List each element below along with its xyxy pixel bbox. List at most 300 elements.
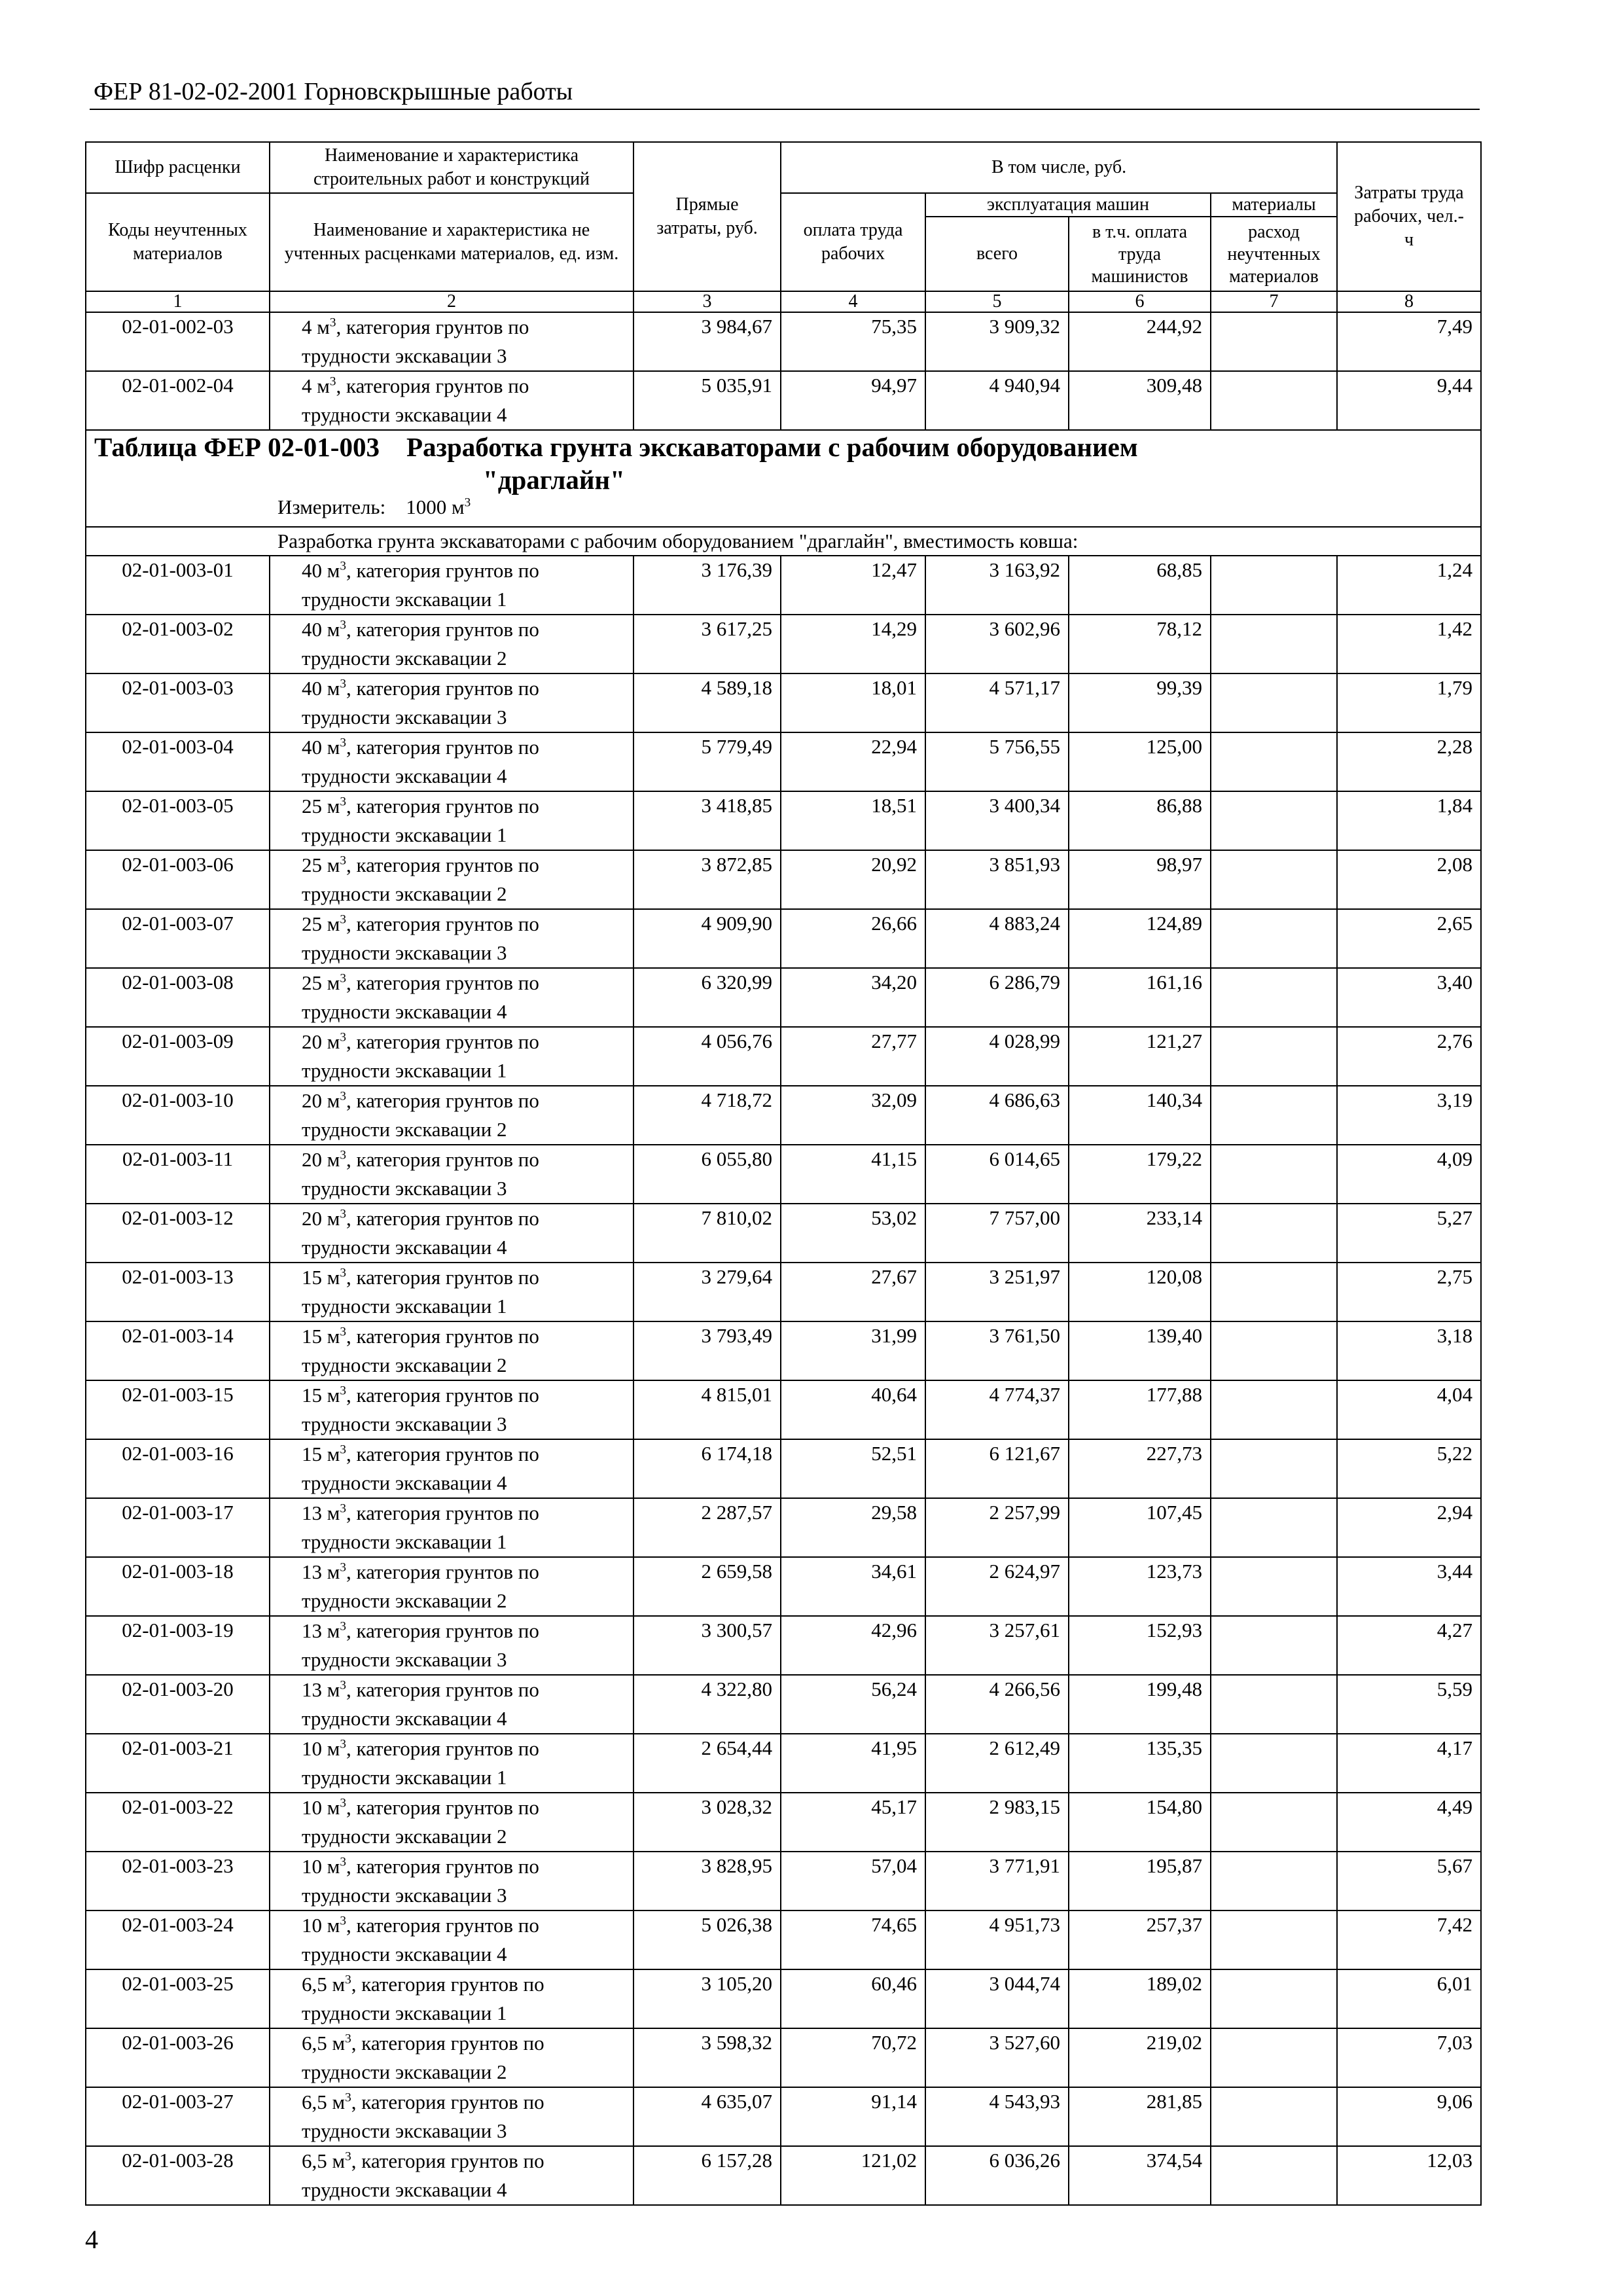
direct-costs: 4 056,76	[633, 1027, 781, 1086]
labor-costs: 9,06	[1337, 2087, 1481, 2146]
rate-code: 02-01-003-23	[86, 1852, 270, 1910]
page-number: 4	[85, 2225, 98, 2254]
operator-pay: 68,85	[1069, 556, 1211, 615]
volume-sup: 3	[340, 1443, 346, 1457]
material-usage	[1211, 1910, 1337, 1969]
operator-pay: 135,35	[1069, 1734, 1211, 1793]
volume-sup: 3	[340, 1501, 346, 1516]
work-description	[270, 2146, 633, 2205]
volume-sup: 3	[340, 1207, 346, 1221]
operator-pay: 179,22	[1069, 1145, 1211, 1204]
table-row	[86, 1557, 1481, 1616]
material-usage	[1211, 312, 1337, 371]
worker-pay: 20,92	[781, 850, 925, 909]
rate-code: 02-01-003-28	[86, 2146, 270, 2205]
rate-code: 02-01-003-12	[86, 1204, 270, 1263]
rate-code: 02-01-003-06	[86, 850, 270, 909]
material-usage	[1211, 1498, 1337, 1557]
work-description	[270, 371, 633, 430]
material-usage	[1211, 1969, 1337, 2028]
volume-sup: 3	[340, 795, 346, 809]
bucket-volume: 13 м	[302, 1560, 340, 1583]
header-labor-costs: Затраты труда рабочих, чел.-ч	[1337, 142, 1481, 291]
table-row	[86, 791, 1481, 850]
column-number: 8	[1337, 291, 1481, 312]
work-description	[270, 1204, 633, 1263]
description-rest: , категория грунтов по	[346, 1855, 539, 1878]
volume-sup: 3	[340, 1678, 346, 1693]
bucket-volume: 10 м	[302, 1914, 340, 1937]
operator-pay: 199,48	[1069, 1675, 1211, 1734]
labor-costs: 2,76	[1337, 1027, 1481, 1086]
machine-total: 4 951,73	[925, 1910, 1069, 1969]
material-usage	[1211, 791, 1337, 850]
description-rest: , категория грунтов по	[346, 853, 539, 876]
work-description	[270, 1263, 633, 1321]
bucket-volume: 15 м	[302, 1443, 340, 1465]
operator-pay: 281,85	[1069, 2087, 1211, 2146]
operator-pay: 244,92	[1069, 312, 1211, 371]
work-description	[270, 2028, 633, 2087]
header-row-1	[86, 142, 1481, 193]
table-row	[86, 732, 1481, 791]
labor-costs: 4,09	[1337, 1145, 1481, 1204]
material-usage	[1211, 1852, 1337, 1910]
labor-costs: 9,44	[1337, 371, 1481, 430]
bucket-volume: 25 м	[302, 971, 340, 994]
description-rest: , категория грунтов по	[346, 618, 539, 641]
labor-costs: 2,08	[1337, 850, 1481, 909]
table-row	[86, 1793, 1481, 1852]
volume-sup: 3	[340, 1796, 346, 1810]
volume-sup: 3	[340, 1384, 346, 1398]
volume-sup: 3	[345, 2032, 351, 2046]
worker-pay: 52,51	[781, 1439, 925, 1498]
direct-costs: 4 635,07	[633, 2087, 781, 2146]
labor-costs: 4,04	[1337, 1380, 1481, 1439]
machine-total: 6 014,65	[925, 1145, 1069, 1204]
direct-costs: 3 984,67	[633, 312, 781, 371]
machine-total: 4 028,99	[925, 1027, 1069, 1086]
work-description	[270, 968, 633, 1027]
direct-costs: 4 718,72	[633, 1086, 781, 1145]
machine-total: 4 940,94	[925, 371, 1069, 430]
work-description	[270, 1675, 633, 1734]
material-usage	[1211, 968, 1337, 1027]
bucket-volume: 20 м	[302, 1089, 340, 1112]
bucket-volume: 6,5 м	[302, 2032, 346, 2054]
volume-sup: 3	[329, 315, 336, 330]
labor-costs: 2,75	[1337, 1263, 1481, 1321]
rate-code: 02-01-003-08	[86, 968, 270, 1027]
bucket-volume: 40 м	[302, 677, 340, 700]
volume-sup: 3	[340, 1560, 346, 1575]
machine-total: 3 257,61	[925, 1616, 1069, 1675]
volume-sup: 3	[340, 1737, 346, 1751]
machine-total: 3 761,50	[925, 1321, 1069, 1380]
worker-pay: 18,51	[781, 791, 925, 850]
header-including: В том числе, руб.	[781, 142, 1337, 193]
table-row	[86, 2028, 1481, 2087]
volume-sup: 3	[340, 1325, 346, 1339]
bucket-volume: 10 м	[302, 1796, 340, 1819]
machine-total: 3 771,91	[925, 1852, 1069, 1910]
description-rest: , категория грунтов по	[351, 2032, 544, 2054]
machine-total: 4 883,24	[925, 909, 1069, 968]
rate-code: 02-01-003-16	[86, 1439, 270, 1498]
table-row	[86, 1380, 1481, 1439]
description-rest: , категория грунтов по	[346, 1560, 539, 1583]
volume-sup: 3	[340, 971, 346, 986]
machine-total: 3 400,34	[925, 791, 1069, 850]
operator-pay: 189,02	[1069, 1969, 1211, 2028]
operator-pay: 309,48	[1069, 371, 1211, 430]
worker-pay: 57,04	[781, 1852, 925, 1910]
labor-costs: 5,27	[1337, 1204, 1481, 1263]
work-description	[270, 1910, 633, 1969]
work-description	[270, 1969, 633, 2028]
description-line2: трудности экскавации 3	[302, 1648, 507, 1671]
operator-pay: 154,80	[1069, 1793, 1211, 1852]
bucket-volume: 4 м	[302, 374, 330, 397]
machine-total: 2 983,15	[925, 1793, 1069, 1852]
description-rest: , категория грунтов по	[346, 795, 539, 817]
labor-costs: 3,44	[1337, 1557, 1481, 1616]
labor-costs: 4,17	[1337, 1734, 1481, 1793]
direct-costs: 3 105,20	[633, 1969, 781, 2028]
header-unaccounted-codes: Коды неучтенных материалов	[86, 193, 270, 291]
description-rest: , категория грунтов по	[336, 315, 529, 338]
direct-costs: 4 322,80	[633, 1675, 781, 1734]
direct-costs: 3 176,39	[633, 556, 781, 615]
volume-sup: 3	[340, 1030, 346, 1045]
volume-sup: 3	[340, 1855, 346, 1869]
rate-code: 02-01-003-15	[86, 1380, 270, 1439]
worker-pay: 26,66	[781, 909, 925, 968]
labor-costs: 6,01	[1337, 1969, 1481, 2028]
header-code: Шифр расценки	[86, 142, 270, 193]
labor-costs: 12,03	[1337, 2146, 1481, 2205]
direct-costs: 6 157,28	[633, 2146, 781, 2205]
description-rest: , категория грунтов по	[346, 1678, 539, 1701]
work-description	[270, 2087, 633, 2146]
volume-sup: 3	[340, 1266, 346, 1280]
volume-sup: 3	[340, 559, 346, 573]
page-header-title: ФЕР 81-02-02-2001 Горновскрышные работы	[94, 78, 573, 105]
description-line2: трудности экскавации 2	[302, 2060, 507, 2083]
description-rest: , категория грунтов по	[346, 1266, 539, 1289]
rate-code: 02-01-003-01	[86, 556, 270, 615]
table-row	[86, 850, 1481, 909]
operator-pay: 125,00	[1069, 732, 1211, 791]
description-line2: трудности экскавации 1	[302, 1059, 507, 1082]
worker-pay: 29,58	[781, 1498, 925, 1557]
machine-total: 4 686,63	[925, 1086, 1069, 1145]
description-rest: , категория грунтов по	[346, 736, 539, 759]
description-rest: , категория грунтов по	[346, 1148, 539, 1171]
material-usage	[1211, 909, 1337, 968]
rate-code: 02-01-003-20	[86, 1675, 270, 1734]
volume-sup: 3	[340, 1148, 346, 1162]
labor-costs: 2,94	[1337, 1498, 1481, 1557]
labor-costs: 1,24	[1337, 556, 1481, 615]
worker-pay: 41,15	[781, 1145, 925, 1204]
bucket-volume: 20 м	[302, 1207, 340, 1230]
rate-code: 02-01-003-21	[86, 1734, 270, 1793]
description-line2: трудности экскавации 1	[302, 588, 507, 611]
table-row	[86, 1086, 1481, 1145]
table-row	[86, 968, 1481, 1027]
description-rest: , категория грунтов по	[346, 1384, 539, 1407]
direct-costs: 4 909,90	[633, 909, 781, 968]
rate-code: 02-01-003-22	[86, 1793, 270, 1852]
table-row	[86, 1616, 1481, 1675]
description-line2: трудности экскавации 1	[302, 1766, 507, 1789]
description-rest: , категория грунтов по	[346, 1737, 539, 1760]
column-number: 4	[781, 291, 925, 312]
description-line2: трудности экскавации 1	[302, 2001, 507, 2024]
operator-pay: 78,12	[1069, 615, 1211, 673]
operator-pay: 152,93	[1069, 1616, 1211, 1675]
material-usage	[1211, 850, 1337, 909]
machine-total: 3 909,32	[925, 312, 1069, 371]
header-name: Наименование и характеристика строительных работ и конструкций	[270, 142, 633, 193]
bucket-volume: 15 м	[302, 1325, 340, 1348]
material-usage	[1211, 371, 1337, 430]
section-title	[86, 431, 1480, 463]
description-line2: трудности экскавации 1	[302, 1295, 507, 1318]
description-rest: , категория грунтов по	[346, 1914, 539, 1937]
material-usage	[1211, 1734, 1337, 1793]
direct-costs: 5 035,91	[633, 371, 781, 430]
table-row	[86, 2087, 1481, 2146]
description-line2: трудности экскавации 2	[302, 647, 507, 670]
volume-sup: 3	[340, 736, 346, 750]
bucket-volume: 20 м	[302, 1148, 340, 1171]
operator-pay: 123,73	[1069, 1557, 1211, 1616]
volume-sup: 3	[340, 1619, 346, 1634]
machine-total: 2 257,99	[925, 1498, 1069, 1557]
worker-pay: 94,97	[781, 371, 925, 430]
work-description	[270, 1498, 633, 1557]
material-usage	[1211, 2028, 1337, 2087]
description-line2: трудности экскавации 3	[302, 706, 507, 728]
direct-costs: 5 779,49	[633, 732, 781, 791]
direct-costs: 3 598,32	[633, 2028, 781, 2087]
rate-code: 02-01-003-10	[86, 1086, 270, 1145]
labor-costs: 2,65	[1337, 909, 1481, 968]
bucket-volume: 13 м	[302, 1501, 340, 1524]
header-material-usage: расход неучтенных материалов	[1211, 217, 1337, 291]
labor-costs: 4,49	[1337, 1793, 1481, 1852]
labor-costs: 1,84	[1337, 791, 1481, 850]
rate-code: 02-01-003-24	[86, 1910, 270, 1969]
description-line2: трудности экскавации 2	[302, 1118, 507, 1141]
description-rest: , категория грунтов по	[346, 1325, 539, 1348]
machine-total: 4 571,17	[925, 673, 1069, 732]
direct-costs: 3 617,25	[633, 615, 781, 673]
work-description	[270, 1557, 633, 1616]
material-usage	[1211, 1380, 1337, 1439]
work-description	[270, 1734, 633, 1793]
labor-costs: 2,28	[1337, 732, 1481, 791]
direct-costs: 2 659,58	[633, 1557, 781, 1616]
machine-total: 6 121,67	[925, 1439, 1069, 1498]
machine-total: 2 612,49	[925, 1734, 1069, 1793]
volume-sup: 3	[340, 912, 346, 927]
worker-pay: 41,95	[781, 1734, 925, 1793]
section-label: Таблица ФЕР 02-01-003	[94, 432, 380, 462]
header-machine-operation: эксплуатация машин	[925, 193, 1211, 217]
operator-pay: 107,45	[1069, 1498, 1211, 1557]
machine-total: 6 286,79	[925, 968, 1069, 1027]
table-row	[86, 909, 1481, 968]
description-line2: трудности экскавации 4	[302, 2178, 507, 2201]
description-line2: трудности экскавации 4	[302, 1000, 507, 1023]
material-usage	[1211, 1675, 1337, 1734]
bucket-volume: 6,5 м	[302, 1973, 346, 1996]
material-usage	[1211, 732, 1337, 791]
machine-total: 4 543,93	[925, 2087, 1069, 2146]
description-rest: , категория грунтов по	[346, 1089, 539, 1112]
machine-total: 3 527,60	[925, 2028, 1069, 2087]
table-row	[86, 1321, 1481, 1380]
rate-code: 02-01-002-03	[86, 312, 270, 371]
worker-pay: 27,77	[781, 1027, 925, 1086]
direct-costs: 6 320,99	[633, 968, 781, 1027]
rate-code: 02-01-003-19	[86, 1616, 270, 1675]
direct-costs: 3 793,49	[633, 1321, 781, 1380]
description-line2: трудности экскавации 4	[302, 1236, 507, 1259]
table-row	[86, 2146, 1481, 2205]
labor-costs: 7,49	[1337, 312, 1481, 371]
operator-pay: 139,40	[1069, 1321, 1211, 1380]
worker-pay: 45,17	[781, 1793, 925, 1852]
bucket-volume: 10 м	[302, 1855, 340, 1878]
material-usage	[1211, 2087, 1337, 2146]
direct-costs: 4 589,18	[633, 673, 781, 732]
table-row	[86, 1498, 1481, 1557]
description-line2: трудности экскавации 2	[302, 882, 507, 905]
direct-costs: 6 055,80	[633, 1145, 781, 1204]
worker-pay: 34,20	[781, 968, 925, 1027]
description-line2: трудности экскавации 4	[302, 1471, 507, 1494]
material-usage	[1211, 1086, 1337, 1145]
unit-label: Измеритель:	[277, 495, 386, 518]
rate-code: 02-01-002-04	[86, 371, 270, 430]
bucket-volume: 25 м	[302, 795, 340, 817]
unit-value: 1000 м	[406, 495, 465, 518]
rate-code: 02-01-003-13	[86, 1263, 270, 1321]
table-row	[86, 1910, 1481, 1969]
header-direct-costs: Прямые затраты, руб.	[633, 142, 781, 291]
worker-pay: 22,94	[781, 732, 925, 791]
column-number: 1	[86, 291, 270, 312]
work-description	[270, 312, 633, 371]
material-usage	[1211, 1439, 1337, 1498]
worker-pay: 70,72	[781, 2028, 925, 2087]
worker-pay: 34,61	[781, 1557, 925, 1616]
description-rest: , категория грунтов по	[351, 2090, 544, 2113]
description-line2: трудности экскавации 2	[302, 1354, 507, 1376]
table-row	[86, 673, 1481, 732]
bucket-volume: 40 м	[302, 559, 340, 582]
work-description	[270, 615, 633, 673]
worker-pay: 60,46	[781, 1969, 925, 2028]
header-unaccounted-name: Наименование и характеристика не учтенных расценками материалов, ед. изм.	[270, 193, 633, 291]
table-row	[86, 371, 1481, 430]
description-rest: , категория грунтов по	[336, 374, 529, 397]
volume-sup: 3	[329, 374, 336, 389]
table-row	[86, 556, 1481, 615]
operator-pay: 99,39	[1069, 673, 1211, 732]
work-description	[270, 1852, 633, 1910]
rate-code: 02-01-003-07	[86, 909, 270, 968]
section-title-line1: Разработка грунта экскаваторами с рабочим оборудованием	[406, 432, 1138, 462]
rate-code: 02-01-003-11	[86, 1145, 270, 1204]
machine-total: 6 036,26	[925, 2146, 1069, 2205]
material-usage	[1211, 1263, 1337, 1321]
machine-total: 4 774,37	[925, 1380, 1069, 1439]
table-row	[86, 1439, 1481, 1498]
table-row	[86, 1969, 1481, 2028]
rate-code: 02-01-003-27	[86, 2087, 270, 2146]
description-line2: трудности экскавации 3	[302, 344, 507, 367]
work-description	[270, 791, 633, 850]
volume-sup: 3	[340, 677, 346, 691]
material-usage	[1211, 1204, 1337, 1263]
bucket-volume: 10 м	[302, 1737, 340, 1760]
column-numbers-row	[86, 291, 1481, 312]
header-rule	[90, 109, 1480, 110]
table-row	[86, 1852, 1481, 1910]
work-description	[270, 1439, 633, 1498]
bucket-volume: 40 м	[302, 618, 340, 641]
labor-costs: 7,42	[1337, 1910, 1481, 1969]
work-description	[270, 556, 633, 615]
column-number: 5	[925, 291, 1069, 312]
column-number: 2	[270, 291, 633, 312]
bucket-volume: 20 м	[302, 1030, 340, 1053]
description-rest: , категория грунтов по	[346, 971, 539, 994]
bucket-volume: 15 м	[302, 1384, 340, 1407]
worker-pay: 56,24	[781, 1675, 925, 1734]
description-rest: , категория грунтов по	[346, 1030, 539, 1053]
description-line2: трудности экскавации 2	[302, 1825, 507, 1848]
subheading-text: Разработка грунта экскаваторами с рабочим оборудованием "драглайн", вместимость ковша:	[277, 529, 1079, 552]
section-title-row	[86, 430, 1481, 527]
section-title-line2: "драглайн"	[483, 465, 625, 495]
worker-pay: 91,14	[781, 2087, 925, 2146]
direct-costs: 6 174,18	[633, 1439, 781, 1498]
bucket-volume: 13 м	[302, 1678, 340, 1701]
volume-sup: 3	[340, 1089, 346, 1103]
operator-pay: 257,37	[1069, 1910, 1211, 1969]
worker-pay: 18,01	[781, 673, 925, 732]
bucket-volume: 4 м	[302, 315, 330, 338]
work-description	[270, 1027, 633, 1086]
operator-pay: 219,02	[1069, 2028, 1211, 2087]
rate-code: 02-01-003-17	[86, 1498, 270, 1557]
volume-sup: 3	[340, 618, 346, 632]
subheading-row	[86, 527, 1481, 556]
column-number: 3	[633, 291, 781, 312]
table-row	[86, 1263, 1481, 1321]
description-line2: трудности экскавации 3	[302, 1884, 507, 1907]
material-usage	[1211, 1027, 1337, 1086]
labor-costs: 3,18	[1337, 1321, 1481, 1380]
volume-sup: 3	[345, 2149, 351, 2164]
